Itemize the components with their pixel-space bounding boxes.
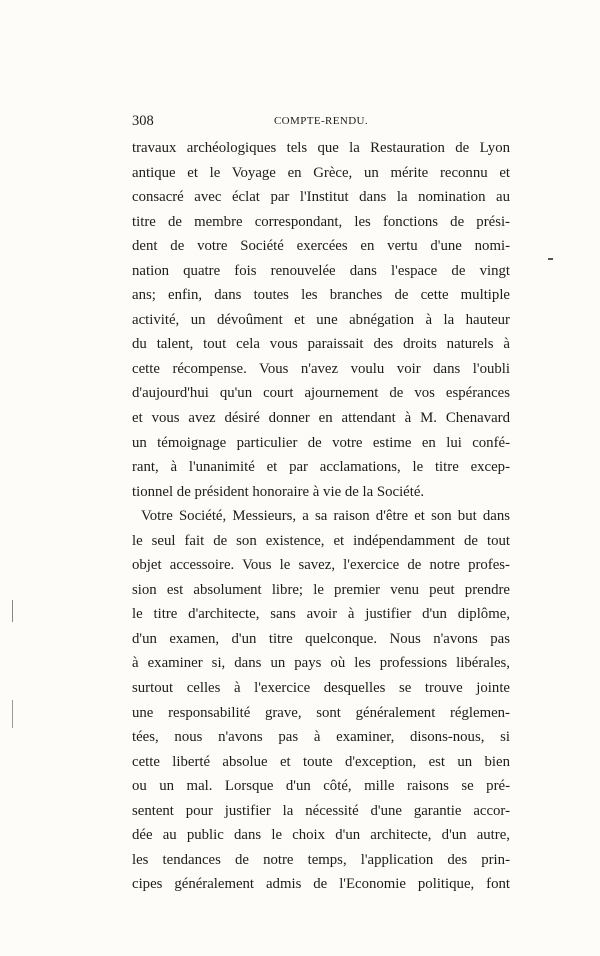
text-line: tionnel de président honoraire à vie de la Société. <box>132 483 425 500</box>
margin-speck <box>548 258 553 260</box>
text-line: dent de votre Société exercées en vertu d'une nomi- <box>132 238 510 255</box>
text-line: à examiner si, dans un pays où les professions libérales, <box>132 655 510 672</box>
text-line: cette liberté absolue et toute d'exception, est un bien <box>132 753 510 770</box>
text-line: les tendances de notre temps, l'application des prin- <box>132 851 510 868</box>
text-line: dée au public dans le choix d'un architecte, d'un autre, <box>132 827 510 844</box>
text-line: le titre d'architecte, sans avoir à justifier d'un diplôme, <box>132 606 510 623</box>
text-line: consacré avec éclat par l'Institut dans la nomination au <box>132 189 510 206</box>
text-line: cipes généralement admis de l'Economie politique, font <box>132 876 510 893</box>
text-line: sion est absolument libre; le premier venu peut prendre <box>132 581 510 598</box>
text-line: objet accessoire. Vous le savez, l'exercice de notre profes- <box>132 557 510 574</box>
text-line: d'aujourd'hui qu'un court ajournement de vos espérances <box>132 385 510 402</box>
text-line: d'un examen, d'un titre quelconque. Nous n'avons pas <box>132 630 510 647</box>
page-header <box>132 113 510 133</box>
text-line: un témoignage particulier de votre estime en lui confé- <box>132 434 510 451</box>
text-line: le seul fait de son existence, et indépendamment de tout <box>132 532 510 549</box>
text-line: travaux archéologiques tels que la Restauration de Lyon <box>132 140 510 156</box>
text-line: tées, nous n'avons pas à examiner, disons-nous, si <box>132 729 510 746</box>
page-number: 308 <box>132 113 154 129</box>
paragraph-1 <box>132 136 510 504</box>
text-line: surtout celles à l'exercice desquelles se trouve jointe <box>132 680 510 697</box>
scan-edge-mark <box>12 700 13 728</box>
text-line: du talent, tout cela vous paraissait des droits naturels à <box>132 336 510 353</box>
text-line: ans; enfin, dans toutes les branches de cette multiple <box>132 287 510 304</box>
text-line: cette récompense. Vous n'avez voulu voir dans l'oubli <box>132 360 510 377</box>
text-line: titre de membre correspondant, les fonctions de prési- <box>132 213 510 230</box>
text-line: activité, un dévoûment et une abnégation à la hauteur <box>132 311 510 328</box>
text-line: nation quatre fois renouvelée dans l'espace de vingt <box>132 262 510 279</box>
paragraph-2 <box>132 504 510 897</box>
body-text <box>132 136 510 897</box>
scan-edge-mark <box>12 600 13 622</box>
text-line: une responsabilité grave, sont généralement réglemen- <box>132 704 510 721</box>
text-line: sentent pour justifier la nécessité d'une garantie accor- <box>132 802 510 819</box>
text-line: rant, à l'unanimité et par acclamations, le titre excep- <box>132 459 510 476</box>
text-line: Votre Société, Messieurs, a sa raison d'être et son but dans <box>141 508 510 525</box>
text-line: et vous avez désiré donner en attendant à M. Chenavard <box>132 410 510 427</box>
text-line: ou un mal. Lorsque d'un côté, mille raisons se pré- <box>132 778 510 795</box>
running-head: COMPTE-RENDU. <box>273 115 369 127</box>
text-line: antique et le Voyage en Grèce, un mérite reconnu et <box>132 164 510 181</box>
